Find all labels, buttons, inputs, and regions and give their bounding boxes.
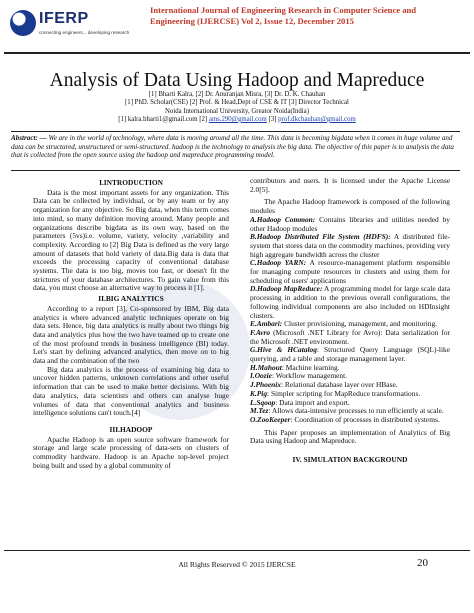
module-name: A.Hadoop Common:: [250, 214, 316, 224]
section-hadoop-heading: III.HADOOP: [109, 424, 153, 434]
module-name: K.Pig: [250, 388, 268, 398]
journal-line-2: Engineering (IJERCSE) Vol 2, Issue 12, December 2015: [150, 15, 354, 26]
iferp-logo: [6, 4, 136, 50]
continued-paragraph: contributors and users. It is licensed under the Apache License 2.0[5].: [250, 176, 450, 194]
author-emails: [60, 116, 414, 124]
section-simulation-heading: IV. SIMULATION BACKGROUND: [292, 455, 408, 465]
paper-title: Analysis of Data Using Hadoop and Mapreduce: [49, 70, 425, 91]
email-link-2[interactable]: ams.290@gmail.com: [208, 115, 267, 123]
intro-paragraph: Data is the most important assets for any organization. This Data can be collected by individual, or by any team or by any organization for any objective. So Big data, when this term comes into mind, so many definition moving around. Many people and organizations describe bigdata as its own way, based on the parameters (5vs)i.e. volume, variety, velocity ,variability and complexity. According to [2] Big Data is defined as the very large amount of datasets that hold variety of data.Big data is data that exceeds the processing capacity of conventional database systems. The data is too big, moves too fast, or doesn't fit the strictures of your database architectures. To gain value from this data, you must choose an alternative way to process it [1].: [33, 187, 229, 293]
globe-icon: [10, 10, 36, 36]
module-desc: : Machine learning.: [281, 362, 340, 372]
module-desc: : Structured Query Language (SQL)-like querying, and a table and storage management layer.: [250, 345, 450, 364]
section-big-analytics-heading: II.BIG ANALYTICS: [98, 294, 164, 304]
abstract-label: Abstract: —: [11, 134, 47, 142]
abstract-text: We are in the world of technology, where data is moving around all the time. This data is becoming bigdata when it comes in huge volume and data can be structured, unstructured or semi-structured. hadoop is the technology to analysis the big data. The objective of this paper is to analysis the data that is collected from the open source using the hadoop and mapreduce programming model.: [11, 134, 454, 160]
footer-divider: [4, 550, 470, 551]
module-desc: : Workflow management.: [271, 371, 347, 381]
big-analytics-paragraph-2: Big data analytics is the process of examining big data to uncover hidden patterns, unknown correlations and other useful information that can be used to make better decisions. With big data analytics, data scientists and others can analyse huge volumes of data that conventional analytics and business intelligence solutions can't touch.[4]: [33, 364, 229, 418]
author-block: [60, 91, 414, 124]
module-desc: Contains libraries and utilities needed by other Hadoop modules: [250, 214, 450, 233]
module-name: M.Tez: [250, 406, 269, 416]
module-desc: : Data import and export.: [275, 397, 350, 407]
module-desc: : Coordination of processes in distributed systems.: [290, 414, 440, 424]
journal-title: [150, 5, 470, 26]
logo-tagline: connecting engineers... developing research: [39, 30, 130, 35]
header-divider: [4, 52, 470, 54]
module-name: O.ZooKeeper: [250, 414, 291, 424]
module-item: [250, 285, 450, 320]
module-item: [250, 259, 450, 285]
module-item: [250, 329, 450, 346]
email-link-3[interactable]: prof.dkchauhan@gmail.com: [278, 115, 356, 123]
footer-copyright: All Rights Reserved © 2015 IJERCSE: [178, 560, 296, 569]
module-desc: : Simpler scripting for MapReduce transformations.: [267, 388, 421, 398]
module-name: G.Hive & HCatalog: [250, 345, 317, 355]
module-item: [250, 216, 450, 233]
author-institution: Noida International University, Greator Noida(India): [165, 107, 309, 115]
module-desc: : Relational database layer over HBase.: [281, 380, 398, 390]
module-desc: : Allows data-intensive processes to run efficiently at scale.: [268, 406, 444, 416]
author-affiliations: [1] PhD. Scholar(CSE) [2] Prof. & Head,Dept of CSE & IT [3] Director Technical: [125, 99, 349, 107]
module-desc: Cluster provisioning, management, and monitoring.: [282, 319, 438, 329]
page-number: 20: [417, 557, 428, 569]
abstract: [11, 131, 460, 171]
module-desc: A programming model for large scale data processing in addition to the previous overall configurations, the following individual components are also included on HDInsight clusters.: [250, 284, 450, 320]
left-column: [33, 177, 229, 471]
module-desc: A resource-management platform responsible for managing compute resources in clusters and using them for scheduling of users' applications: [250, 258, 450, 285]
module-name: B.Hadoop Distributed File System (HDFS):: [250, 232, 391, 242]
module-name: C.Hadoop YARN:: [250, 258, 307, 268]
module-name: D.Hadoop MapReduce:: [250, 284, 323, 294]
module-desc: A distributed file-system that stores data on the commodity machines, providing very high aggregate bandwidth across the cluster: [250, 232, 450, 259]
hadoop-paragraph: Apache Hadoop is an open source software framework for storage and large scale processing of data-sets on clusters of commodity hardware. Hadoop is an Apache top-level project being built and used by a global community of: [33, 434, 229, 470]
module-list: [250, 216, 450, 425]
email-prefix: [1] kalra.bharti1@gmail.com [2]: [118, 115, 209, 123]
right-column: [250, 177, 450, 466]
page-header: [0, 0, 474, 62]
module-item: [250, 233, 450, 259]
module-name: E.Ambari:: [250, 319, 283, 329]
module-name: L.Sqoop: [250, 397, 276, 407]
module-desc: (Microsoft .NET Library for Avro): Data serialization for the Microsoft .NET environment.: [250, 327, 450, 346]
module-name: I.Oozie: [250, 371, 272, 381]
big-analytics-paragraph-1: According to a report [3], Co-sponsored by IBM, Big data analytics is where advanced analytic techniques operate on big data sets. Hence, big data analytics is really about two things big data and analytics plus how the two have teamed up to create one of the most profound trends in business intelligence (BI) today. Let's start by defining advanced analytics, then move on to big data and the combination of the two: [33, 303, 229, 366]
module-name: H.Mahout: [250, 362, 282, 372]
section-introduction-heading: I.INTRODUCTION: [99, 178, 163, 187]
journal-line-1: International Journal of Engineering Research in Computer Science and: [150, 5, 417, 15]
closing-paragraph: This Paper proposes an implementation of Analytics of Big Data using Hadoop and Mapreduce.: [250, 427, 450, 446]
module-item: [250, 416, 450, 425]
module-name: J.Phoenix: [250, 380, 282, 390]
module-item: [250, 346, 450, 363]
framework-paragraph: The Apache Hadoop framework is composed of the following modules: [250, 197, 450, 216]
module-name: F.Avro: [250, 327, 271, 337]
logo-text: IFERP: [39, 10, 89, 27]
email-separator: [3]: [266, 115, 279, 123]
author-names: [1] Bharti Kalra, [2] Dr. Anuranjan Misra, [3] Dr. D. K. Chauhan: [148, 91, 326, 98]
